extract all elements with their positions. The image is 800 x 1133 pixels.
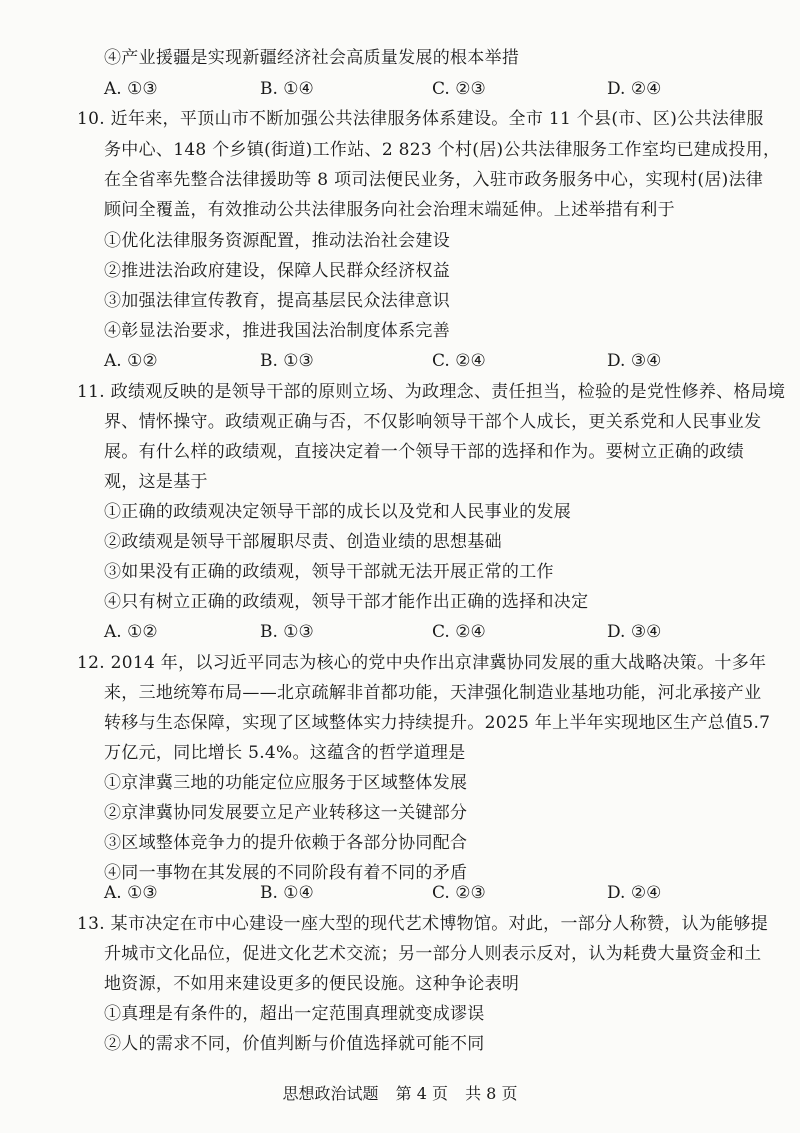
q11-option-b: B. ①③ <box>260 622 314 642</box>
q10-item-2: ②推进法治政府建设，保障人民群众经济权益 <box>104 261 450 281</box>
q10-stem-line-2: 务中心、148 个乡镇(街道)工作站、2 823 个村(居)公共法律服务工作室均已建成投用， <box>104 140 781 160</box>
q10-option-d: D. ③④ <box>607 351 662 371</box>
q11-stem-line-3: 展。有什么样的政绩观，直接决定着一个领导干部的选择和作为。要树立正确的政绩 <box>104 442 745 462</box>
q9-option-c: C. ②③ <box>432 79 486 99</box>
q11-stem-line-1: 11. 政绩观反映的是领导干部的原则立场、为政理念、责任担当，检验的是党性修养、格局境 <box>77 382 786 402</box>
q12-item-3: ③区域整体竞争力的提升依赖于各部分协同配合 <box>104 833 468 853</box>
q10-stem-line-3: 在全省率先整合法律援助等 8 项司法便民业务，入驻市政务服务中心，实现村(居)法律 <box>104 170 764 190</box>
page-footer <box>0 1083 800 1105</box>
q11-item-4: ④只有树立正确的政绩观，领导干部才能作出正确的选择和决定 <box>104 592 589 612</box>
q9-option-b: B. ①④ <box>260 79 314 99</box>
q9-item-4: ④产业援疆是实现新疆经济社会高质量发展的根本举措 <box>104 48 520 68</box>
q12-stem-line-4: 万亿元，同比增长 5.4%。这蕴含的哲学道理是 <box>104 743 466 763</box>
q10-item-1: ①优化法律服务资源配置，推动法治社会建设 <box>104 231 450 251</box>
q12-item-2: ②京津冀协同发展要立足产业转移这一关键部分 <box>104 803 468 823</box>
q13-stem-line-3: 地资源，不如用来建设更多的便民设施。这种争论表明 <box>104 974 520 994</box>
q12-stem-line-1: 12. 2014 年，以习近平同志为核心的党中央作出京津冀协同发展的重大战略决策。十多年 <box>77 653 767 673</box>
q12-option-c: C. ②③ <box>432 883 486 903</box>
q10-item-3: ③加强法律宣传教育，提高基层民众法律意识 <box>104 291 450 311</box>
q9-option-a: A. ①③ <box>104 79 158 99</box>
q11-option-c: C. ②④ <box>432 622 486 642</box>
q12-option-b: B. ①④ <box>260 883 314 903</box>
q12-option-d: D. ②④ <box>607 883 662 903</box>
q13-item-2: ②人的需求不同，价值判断与价值选择就可能不同 <box>104 1034 485 1054</box>
q11-stem-line-2: 界、情怀操守。政绩观正确与否，不仅影响领导干部个人成长，更关系党和人民事业发 <box>104 412 762 432</box>
q11-item-3: ③如果没有正确的政绩观，领导干部就无法开展正常的工作 <box>104 562 554 582</box>
q10-item-4: ④彰显法治要求，推进我国法治制度体系完善 <box>104 321 450 341</box>
q11-item-1: ①正确的政绩观决定领导干部的成长以及党和人民事业的发展 <box>104 502 572 522</box>
q12-option-a: A. ①③ <box>104 883 158 903</box>
footer-subject: 思想政治试题 <box>282 1084 379 1103</box>
q10-option-a: A. ①② <box>104 351 158 371</box>
q13-stem-line-2: 升城市文化品位，促进文化艺术交流；另一部分人则表示反对，认为耗费大量资金和土 <box>104 944 762 964</box>
q11-option-d: D. ③④ <box>607 622 662 642</box>
q11-stem-line-4: 观，这是基于 <box>104 472 208 492</box>
q9-option-d: D. ②④ <box>607 79 662 99</box>
footer-page-number: 第 4 页 <box>395 1084 448 1103</box>
q13-item-1: ①真理是有条件的，超出一定范围真理就变成谬误 <box>104 1004 485 1024</box>
q10-stem-line-1: 10. 近年来，平顶山市不断加强公共法律服务体系建设。全市 11 个县(市、区)公共法律服 <box>77 109 764 129</box>
footer-total-pages: 共 8 页 <box>465 1084 518 1103</box>
q11-item-2: ②政绩观是领导干部履职尽责、创造业绩的思想基础 <box>104 532 502 552</box>
q10-stem-line-4: 顾问全覆盖，有效推动公共法律服务向社会治理末端延伸。上述举措有利于 <box>104 200 675 220</box>
q11-option-a: A. ①② <box>104 622 158 642</box>
q13-stem-line-1: 13. 某市决定在市中心建设一座大型的现代艺术博物馆。对此，一部分人称赞，认为能够提 <box>77 914 769 934</box>
q12-stem-line-3: 转移与生态保障，实现了区域整体实力持续提升。2025 年上半年实现地区生产总值5.7 <box>104 713 771 733</box>
q10-option-b: B. ①③ <box>260 351 314 371</box>
q12-stem-line-2: 来，三地统筹布局——北京疏解非首都功能，天津强化制造业基地功能，河北承接产业 <box>104 683 762 703</box>
q12-item-4: ④同一事物在其发展的不同阶段有着不同的矛盾 <box>104 863 468 883</box>
q10-option-c: C. ②④ <box>432 351 486 371</box>
q12-item-1: ①京津冀三地的功能定位应服务于区域整体发展 <box>104 773 468 793</box>
